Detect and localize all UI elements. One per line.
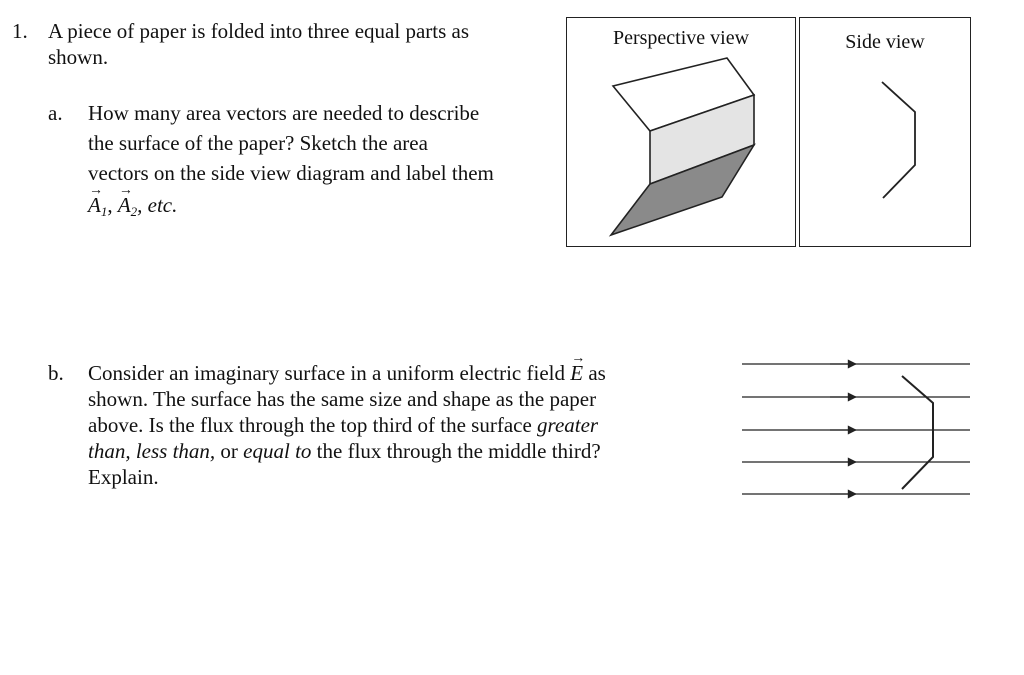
imaginary-surface-profile [902,376,933,489]
part-b-line1-end: as [588,361,606,385]
part-b-line5: Explain. [88,465,159,489]
part-a-line2: the surface of the paper? Sketch the area [88,131,428,155]
area-vector-a2: → A [117,183,133,217]
a2-subscript: 2 [130,204,138,219]
part-b-line3-text: above. Is the flux through the top third of the surface [88,413,532,437]
part-b-line2: shown. The surface has the same size and shape as the paper [88,387,597,411]
side-view-label: Side view [845,31,925,53]
part-a-line1: How many area vectors are needed to describe [88,101,480,125]
part-a-line3: vectors on the side view diagram and label them [88,161,494,185]
a1-subscript: 1 [100,204,108,219]
problem-intro-line1: A piece of paper is folded into three equal parts as [48,19,470,43]
vector-arrow-icon: → [118,183,133,198]
problem-number: 1. [12,19,28,43]
part-b-line1-text: Consider an imaginary surface in a uniform electric field [88,361,565,385]
vector-arrow-icon: → [89,183,103,198]
part-a-label: a. [48,101,63,125]
etc-text: , etc. [137,193,178,217]
electric-field-vector: → E [570,351,586,385]
or-text: or [220,439,238,463]
area-vector-a1: → A [88,183,103,217]
problem-intro-line2: shown. [48,45,109,69]
vector-arrow-icon: → [571,351,586,366]
part-b-line4-end: the flux through the middle third? [316,439,601,463]
perspective-view-label: Perspective view [612,27,750,49]
greater-text: greater [537,413,599,437]
equal-to-text: equal to [243,439,312,463]
less-than-text: than, less than, [88,439,216,463]
vector-separator: , [107,193,113,217]
part-b-label: b. [48,361,64,385]
